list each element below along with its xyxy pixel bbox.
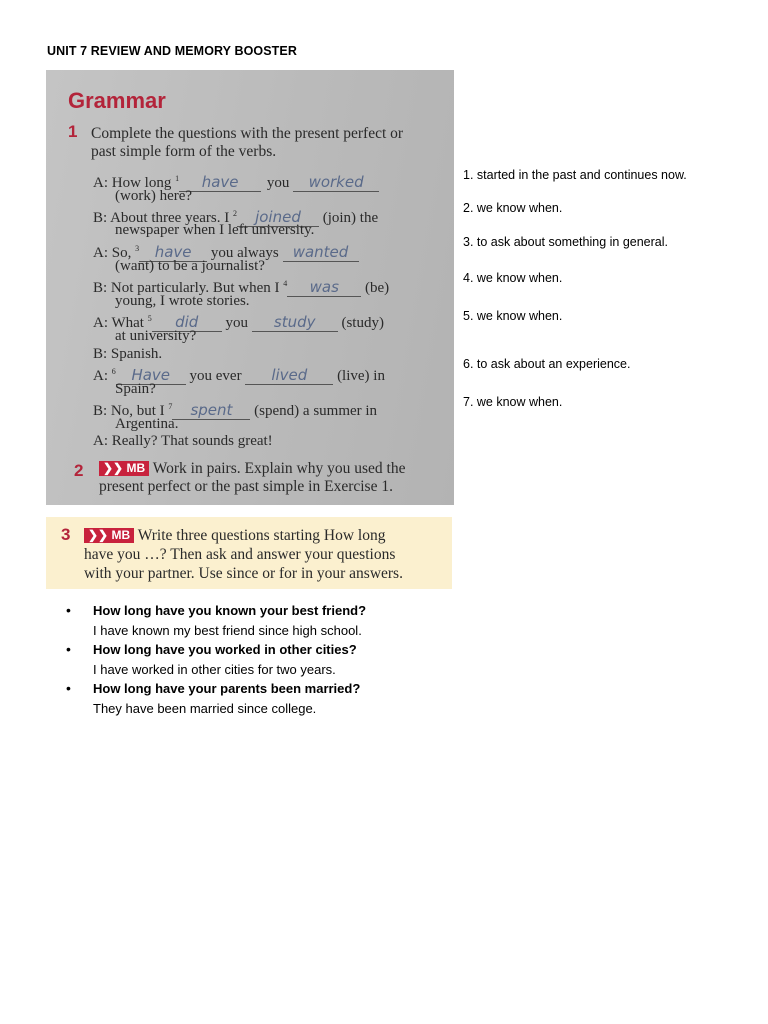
dialogue-line-16: A: Really? That sounds great! [93,433,273,449]
page-title: UNIT 7 REVIEW AND MEMORY BOOSTER [47,44,297,58]
note-2: 2. we know when. [463,201,563,215]
line-text: B: About three years. I [93,210,230,226]
handwritten-answer: worked [293,174,379,192]
grammar-heading: Grammar [68,88,166,113]
dialogue-line-11: B: Spanish. [93,346,163,362]
handwritten-answer: Have [116,367,186,385]
handwritten-answer: joined [237,209,319,227]
exercise-2-line [99,460,405,478]
line-text: A: How long [93,175,172,191]
line-text: (study) [341,315,384,331]
answer-text: I have worked in other cities for two years. [93,661,336,677]
dialogue-line-13: Spain? [115,381,156,397]
dialogue-line-8: young, I wrote stories. [115,293,250,309]
handwritten-answer: wanted [283,244,359,262]
line-text: (join) the [322,210,379,226]
exercise-3-box [46,517,452,589]
note-1: 1. started in the past and continues now. [463,168,687,182]
exercise-2-line-1: Work in pairs. Explain why you used the [152,460,406,477]
question-text: How long have you worked in other cities? [93,642,357,657]
line-text: you ever [189,368,242,384]
dialogue-line-6: (want) to be a journalist? [115,258,265,274]
note-4: 4. we know when. [463,271,563,285]
note-7: 7. we know when. [463,395,563,409]
line-text: A: So, [93,245,132,261]
blank-number: 5 [147,314,152,323]
mb-badge: ❯❯ MB [84,528,134,543]
bullet-icon: • [66,641,71,657]
blank-number: 3 [135,244,140,253]
question-text: How long have your parents been married? [93,681,361,696]
line-text: (be) [365,280,390,296]
handwritten-answer: study [252,314,338,332]
exercise-2-number: 2 [74,461,84,480]
note-5: 5. we know when. [463,309,563,323]
line-text: A: [93,368,108,384]
line-text: you [266,175,290,191]
note-3: 3. to ask about something in general. [463,235,668,249]
handwritten-answer: spent [172,402,250,420]
bullet-icon: • [66,602,71,618]
question-text: How long have you known your best friend? [93,603,367,618]
blank-number: 6 [111,367,116,376]
line-text: B: No, but I [93,403,165,419]
dialogue-line-10: at university? [115,328,197,344]
exercise-3-line-2: have you …? Then ask and answer your questions [84,546,396,563]
handwritten-answer: have [179,174,261,192]
exercise-3-line [84,526,403,545]
exercise-3-line-3: with your partner. Use since or for in your answers. [84,565,403,582]
dialogue-line-4: newspaper when I left university. [115,222,315,238]
grammar-scan [46,70,454,505]
answer-text: I have known my best friend since high school. [93,622,362,638]
line-text: (spend) a summer in [254,403,378,419]
list-item [66,679,366,718]
list-item [66,601,366,640]
line-text: A: What [93,315,144,331]
handwritten-answer: was [287,279,361,297]
badge-label: MB [111,528,131,542]
blank-number: 1 [175,174,180,183]
answers-list [66,601,366,718]
exercise-1-number: 1 [68,122,78,141]
exercise-3-line-1: Write three questions starting How long [137,527,386,544]
blank-number: 2 [232,209,237,218]
mb-badge: ❯❯ MB [99,461,149,476]
note-6: 6. to ask about an experience. [463,357,631,371]
list-item [66,640,366,679]
line-text: you [225,315,248,331]
exercise-3-text [84,526,403,583]
dialogue-line-2: (work) here? [115,188,193,204]
blank-number: 7 [168,402,173,411]
handwritten-answer: did [152,314,222,332]
exercise-3-number: 3 [61,525,71,544]
badge-label: MB [126,461,146,475]
handwritten-answer: lived [245,367,333,385]
line-text: you always [210,245,279,261]
exercise-2-line-2: present perfect or the past simple in Exercise 1. [99,478,393,495]
handwritten-answer: have [139,244,207,262]
exercise-1-instruction [91,125,403,161]
dialogue-line-15: Argentina. [115,416,179,432]
line-text: B: Not particularly. But when I [93,280,280,296]
instruction-line: Complete the questions with the present perfect or [91,125,404,142]
bullet-icon: • [66,680,71,696]
answer-text: They have been married since college. [93,700,317,716]
instruction-line: past simple form of the verbs. [91,143,277,160]
blank-number: 4 [283,279,288,288]
exercise-2-text [99,460,405,496]
line-text: (live) in [337,368,385,384]
